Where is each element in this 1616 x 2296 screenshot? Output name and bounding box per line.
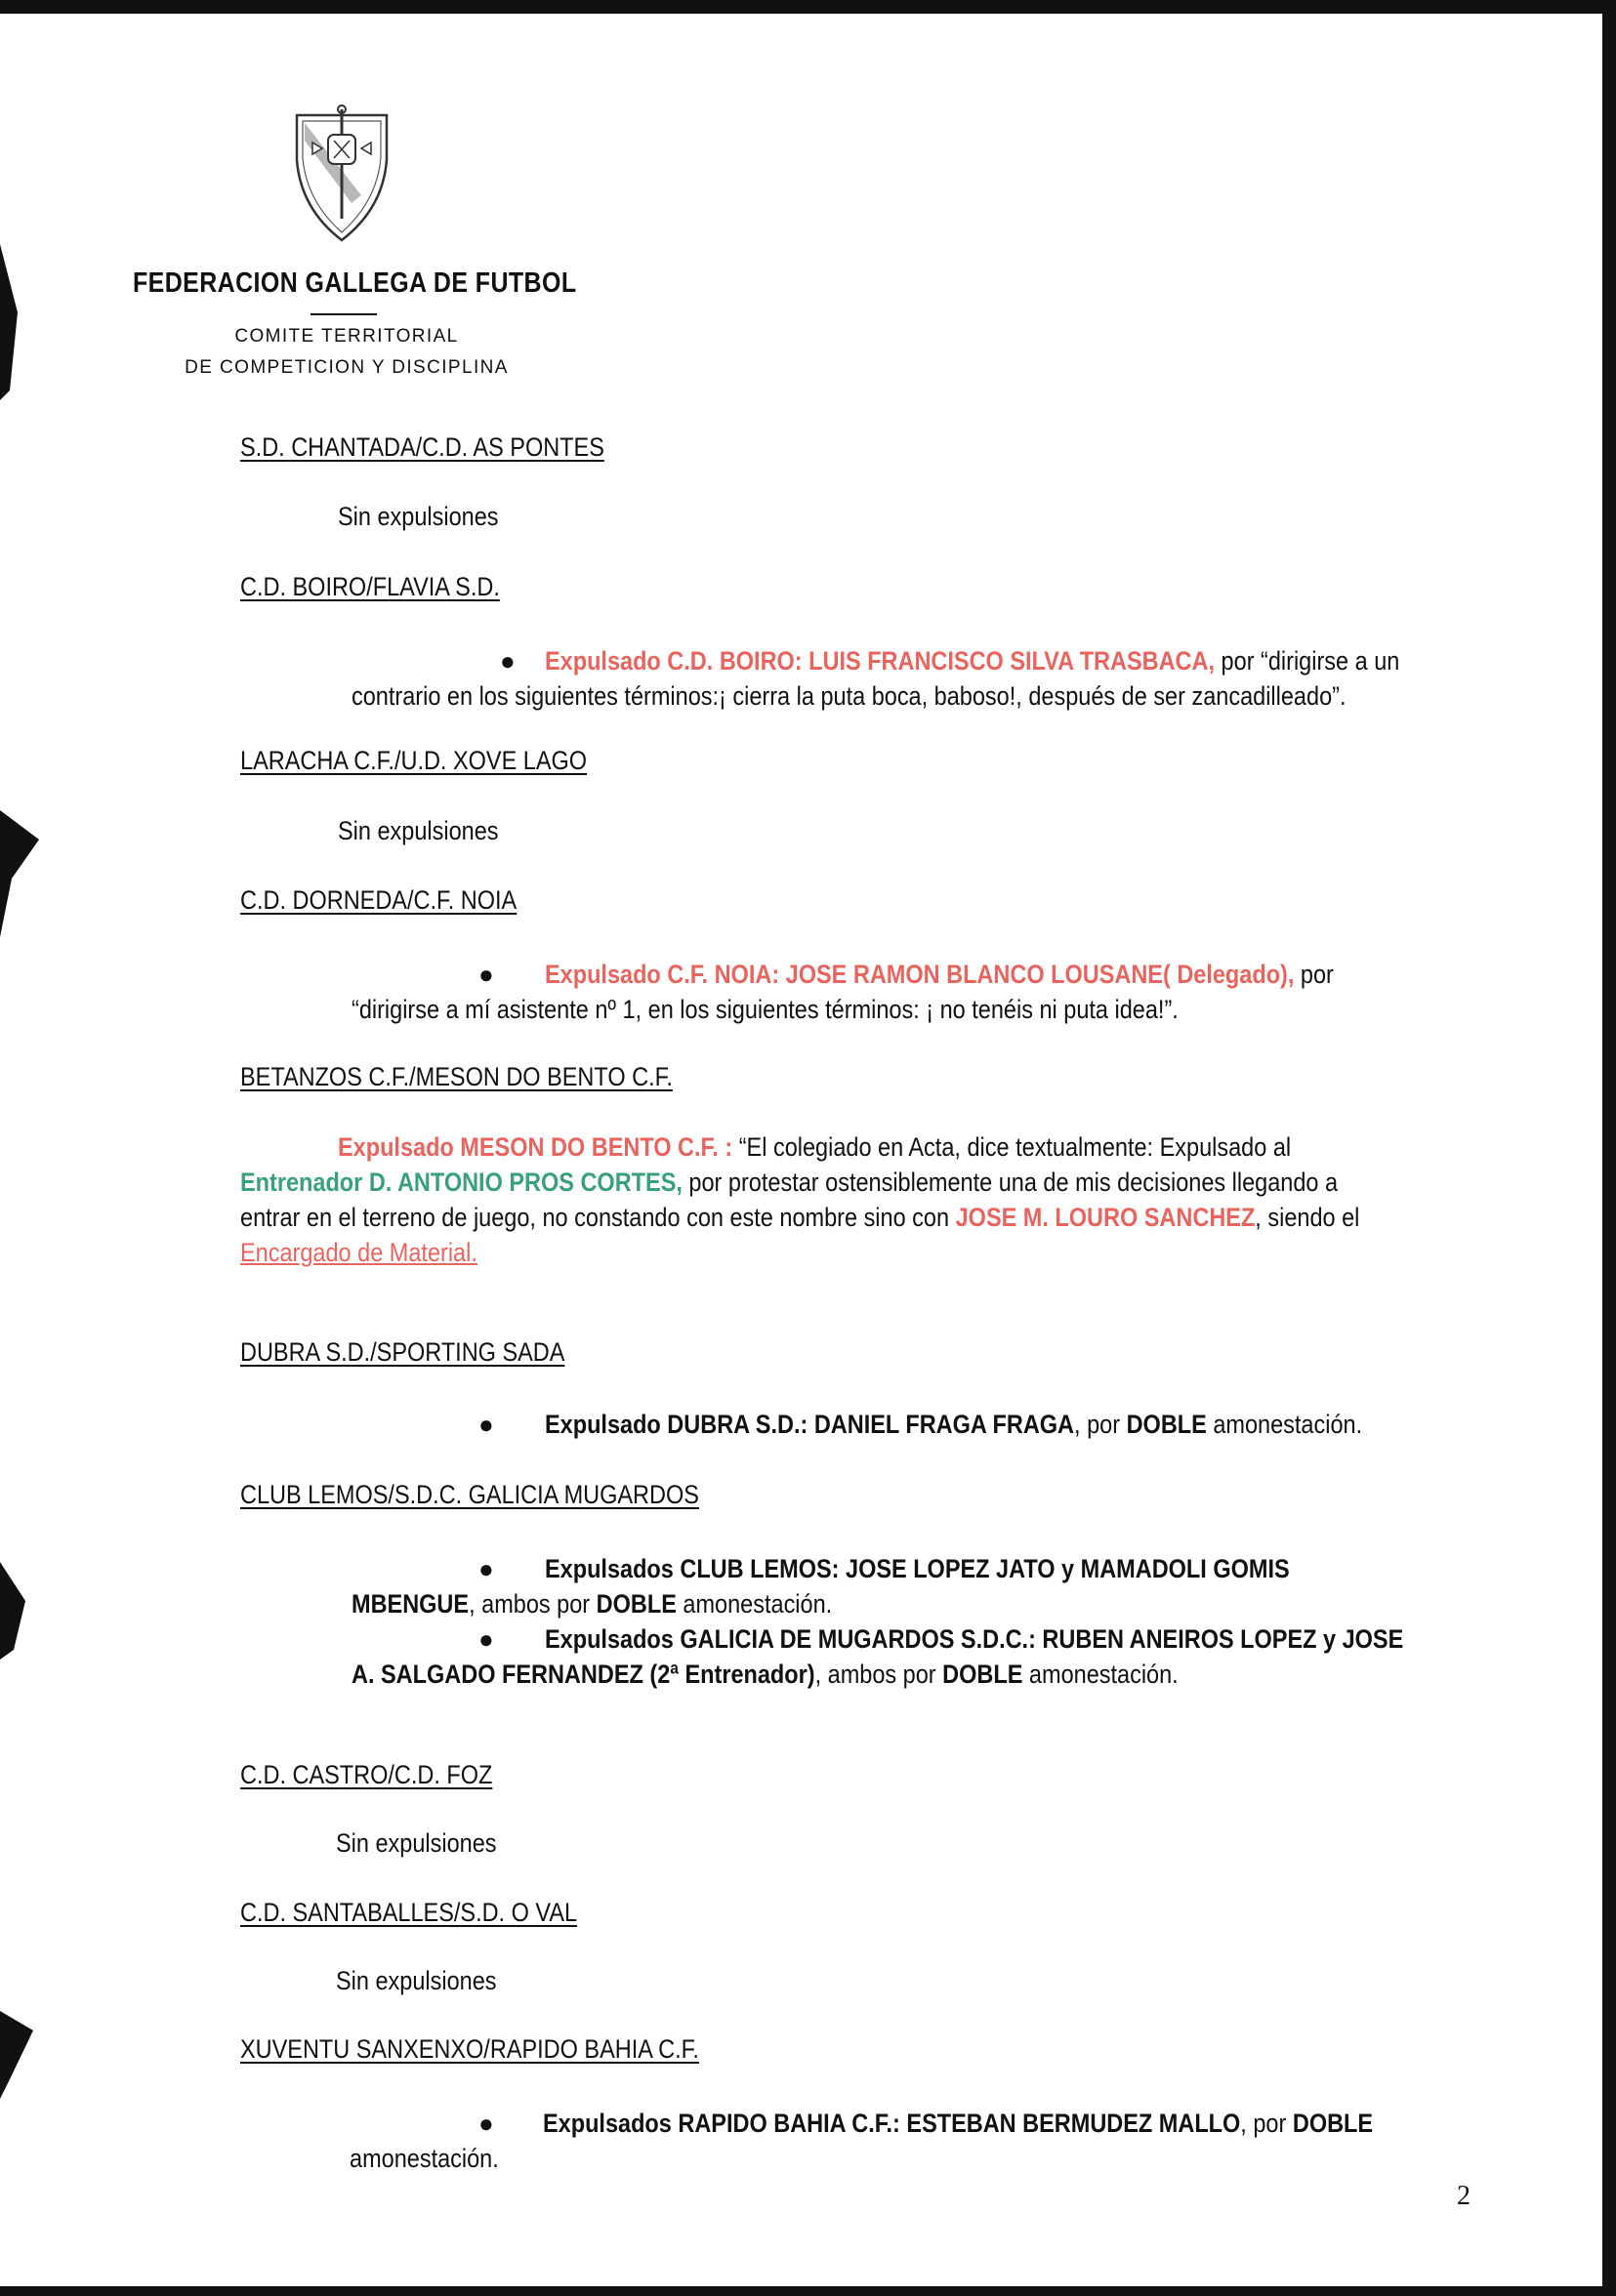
committee-line-2: DE COMPETICION Y DISCIPLINA [185,357,509,378]
no-expulsions-note: Sin expulsiones [336,1828,497,1858]
bullet-icon: ● [478,1554,494,1583]
federation-shield-logo [293,102,391,243]
real-name: JOSE M. LOURO SANCHEZ [955,1203,1256,1232]
match-title: C.D. CASTRO/C.D. FOZ [240,1760,493,1789]
expulsion-entry [352,1660,1179,1690]
expulsion-entry [352,1589,832,1620]
expulsion-paragraph-line-1 [338,1132,1291,1163]
expulsion-name-continued: A. SALGADO FERNANDEZ (2ª Entrenador) [352,1660,815,1689]
scan-border-top [0,0,1616,14]
expulsion-paragraph-line-3 [240,1203,1359,1233]
no-expulsions-note: Sin expulsiones [338,502,499,531]
match-title: S.D. CHANTADA/C.D. AS PONTES [240,432,604,462]
expulsion-name-continued: MBENGUE [352,1589,470,1619]
page-number: 2 [1457,2181,1471,2211]
caution-label: amonestación. [350,2144,499,2173]
match-title: XUVENTU SANXENXO/RAPIDO BAHIA C.F. [240,2034,699,2064]
referee-quote: por protestar ostensiblemente una de mis decisiones llegando a [688,1168,1339,1197]
bullet-icon: ● [500,646,516,676]
referee-quote: entrar en el terreno de juego, no constando con este nombre sino con [240,1203,950,1232]
expulsion-name: Expulsado DUBRA S.D.: DANIEL FRAGA FRAGA [545,1410,1075,1439]
scan-edge-marks [0,0,39,2296]
expulsion-name: Expulsados GALICIA DE MUGARDOS S.D.C.: RUBEN ANEIROS LOPEZ y JOSE [545,1624,1404,1654]
expulsion-paragraph-line-4 [240,1238,477,1268]
expulsion-name: Expulsado MESON DO BENTO C.F. : [338,1132,733,1162]
expulsion-reason-continued: contrario en los siguientes términos:¡ cierra la puta boca, baboso!, después de ser zancadilleado”. [352,681,1347,711]
caution-label: amonestación. [1028,1660,1179,1689]
expulsion-paragraph-line-2 [240,1168,1338,1198]
header-divider [311,313,377,315]
match-title: C.D. BOIRO/FLAVIA S.D. [240,572,500,601]
expulsion-connector: , ambos por [469,1589,591,1619]
scan-border-right [1602,0,1616,2296]
caution-label: amonestación. [683,1589,833,1619]
match-title: C.D. DORNEDA/C.F. NOIA [240,885,518,915]
expulsion-reason-continued: “dirigirse a mí asistente nº 1, en los siguientes términos: ¡ no tenéis ni puta idea!”. [352,995,1179,1024]
committee-line-1: COMITE TERRITORIAL [234,326,459,347]
double-label: DOBLE [1292,2109,1374,2138]
federation-name: FEDERACION GALLEGA DE FUTBOL [133,267,577,299]
no-expulsions-note: Sin expulsiones [336,1966,497,1995]
expulsion-entry [543,2109,1373,2139]
bullet-icon: ● [478,2109,494,2138]
double-label: DOBLE [596,1589,677,1619]
role-label: Encargado de Material. [240,1238,477,1267]
expulsion-name: Expulsados CLUB LEMOS: JOSE LOPEZ JATO y MAMADOLI GOMIS [545,1554,1290,1583]
match-title: LARACHA C.F./U.D. XOVE LAGO [240,746,588,775]
expulsion-name: Expulsado C.D. BOIRO: LUIS FRANCISCO SILVA TRASBACA, [545,646,1216,676]
expulsion-connector: , por [1240,2109,1287,2138]
expulsion-connector: , ambos por [814,1660,936,1689]
expulsion-name: Expulsado C.F. NOIA: JOSE RAMON BLANCO LOUSANE( Delegado), [545,960,1295,989]
match-title: DUBRA S.D./SPORTING SADA [240,1337,565,1367]
referee-quote: “El colegiado en Acta, dice textualmente: Expulsado al [738,1132,1292,1162]
match-title: C.D. SANTABALLES/S.D. O VAL [240,1898,578,1927]
expulsion-connector: , por [1074,1410,1121,1439]
match-title: CLUB LEMOS/S.D.C. GALICIA MUGARDOS [240,1480,699,1509]
expulsion-entry [545,960,1334,990]
double-label: DOBLE [1126,1410,1207,1439]
referee-quote-end: , siendo el [1255,1203,1360,1232]
expulsion-reason: por “dirigirse a un [1221,646,1400,676]
expulsion-entry [545,1410,1362,1440]
no-expulsions-note: Sin expulsiones [338,816,499,845]
coach-name: Entrenador D. ANTONIO PROS CORTES, [240,1168,683,1197]
caution-label: amonestación. [1213,1410,1363,1439]
scan-border-bottom [0,2286,1616,2296]
expulsion-entry [545,646,1399,676]
double-label: DOBLE [942,1660,1023,1689]
match-title: BETANZOS C.F./MESON DO BENTO C.F. [240,1062,673,1091]
bullet-icon: ● [478,960,494,989]
bullet-icon: ● [478,1624,494,1654]
bullet-icon: ● [478,1410,494,1439]
expulsion-reason: por [1300,960,1334,989]
expulsion-name: Expulsados RAPIDO BAHIA C.F.: ESTEBAN BERMUDEZ MALLO [543,2109,1241,2138]
